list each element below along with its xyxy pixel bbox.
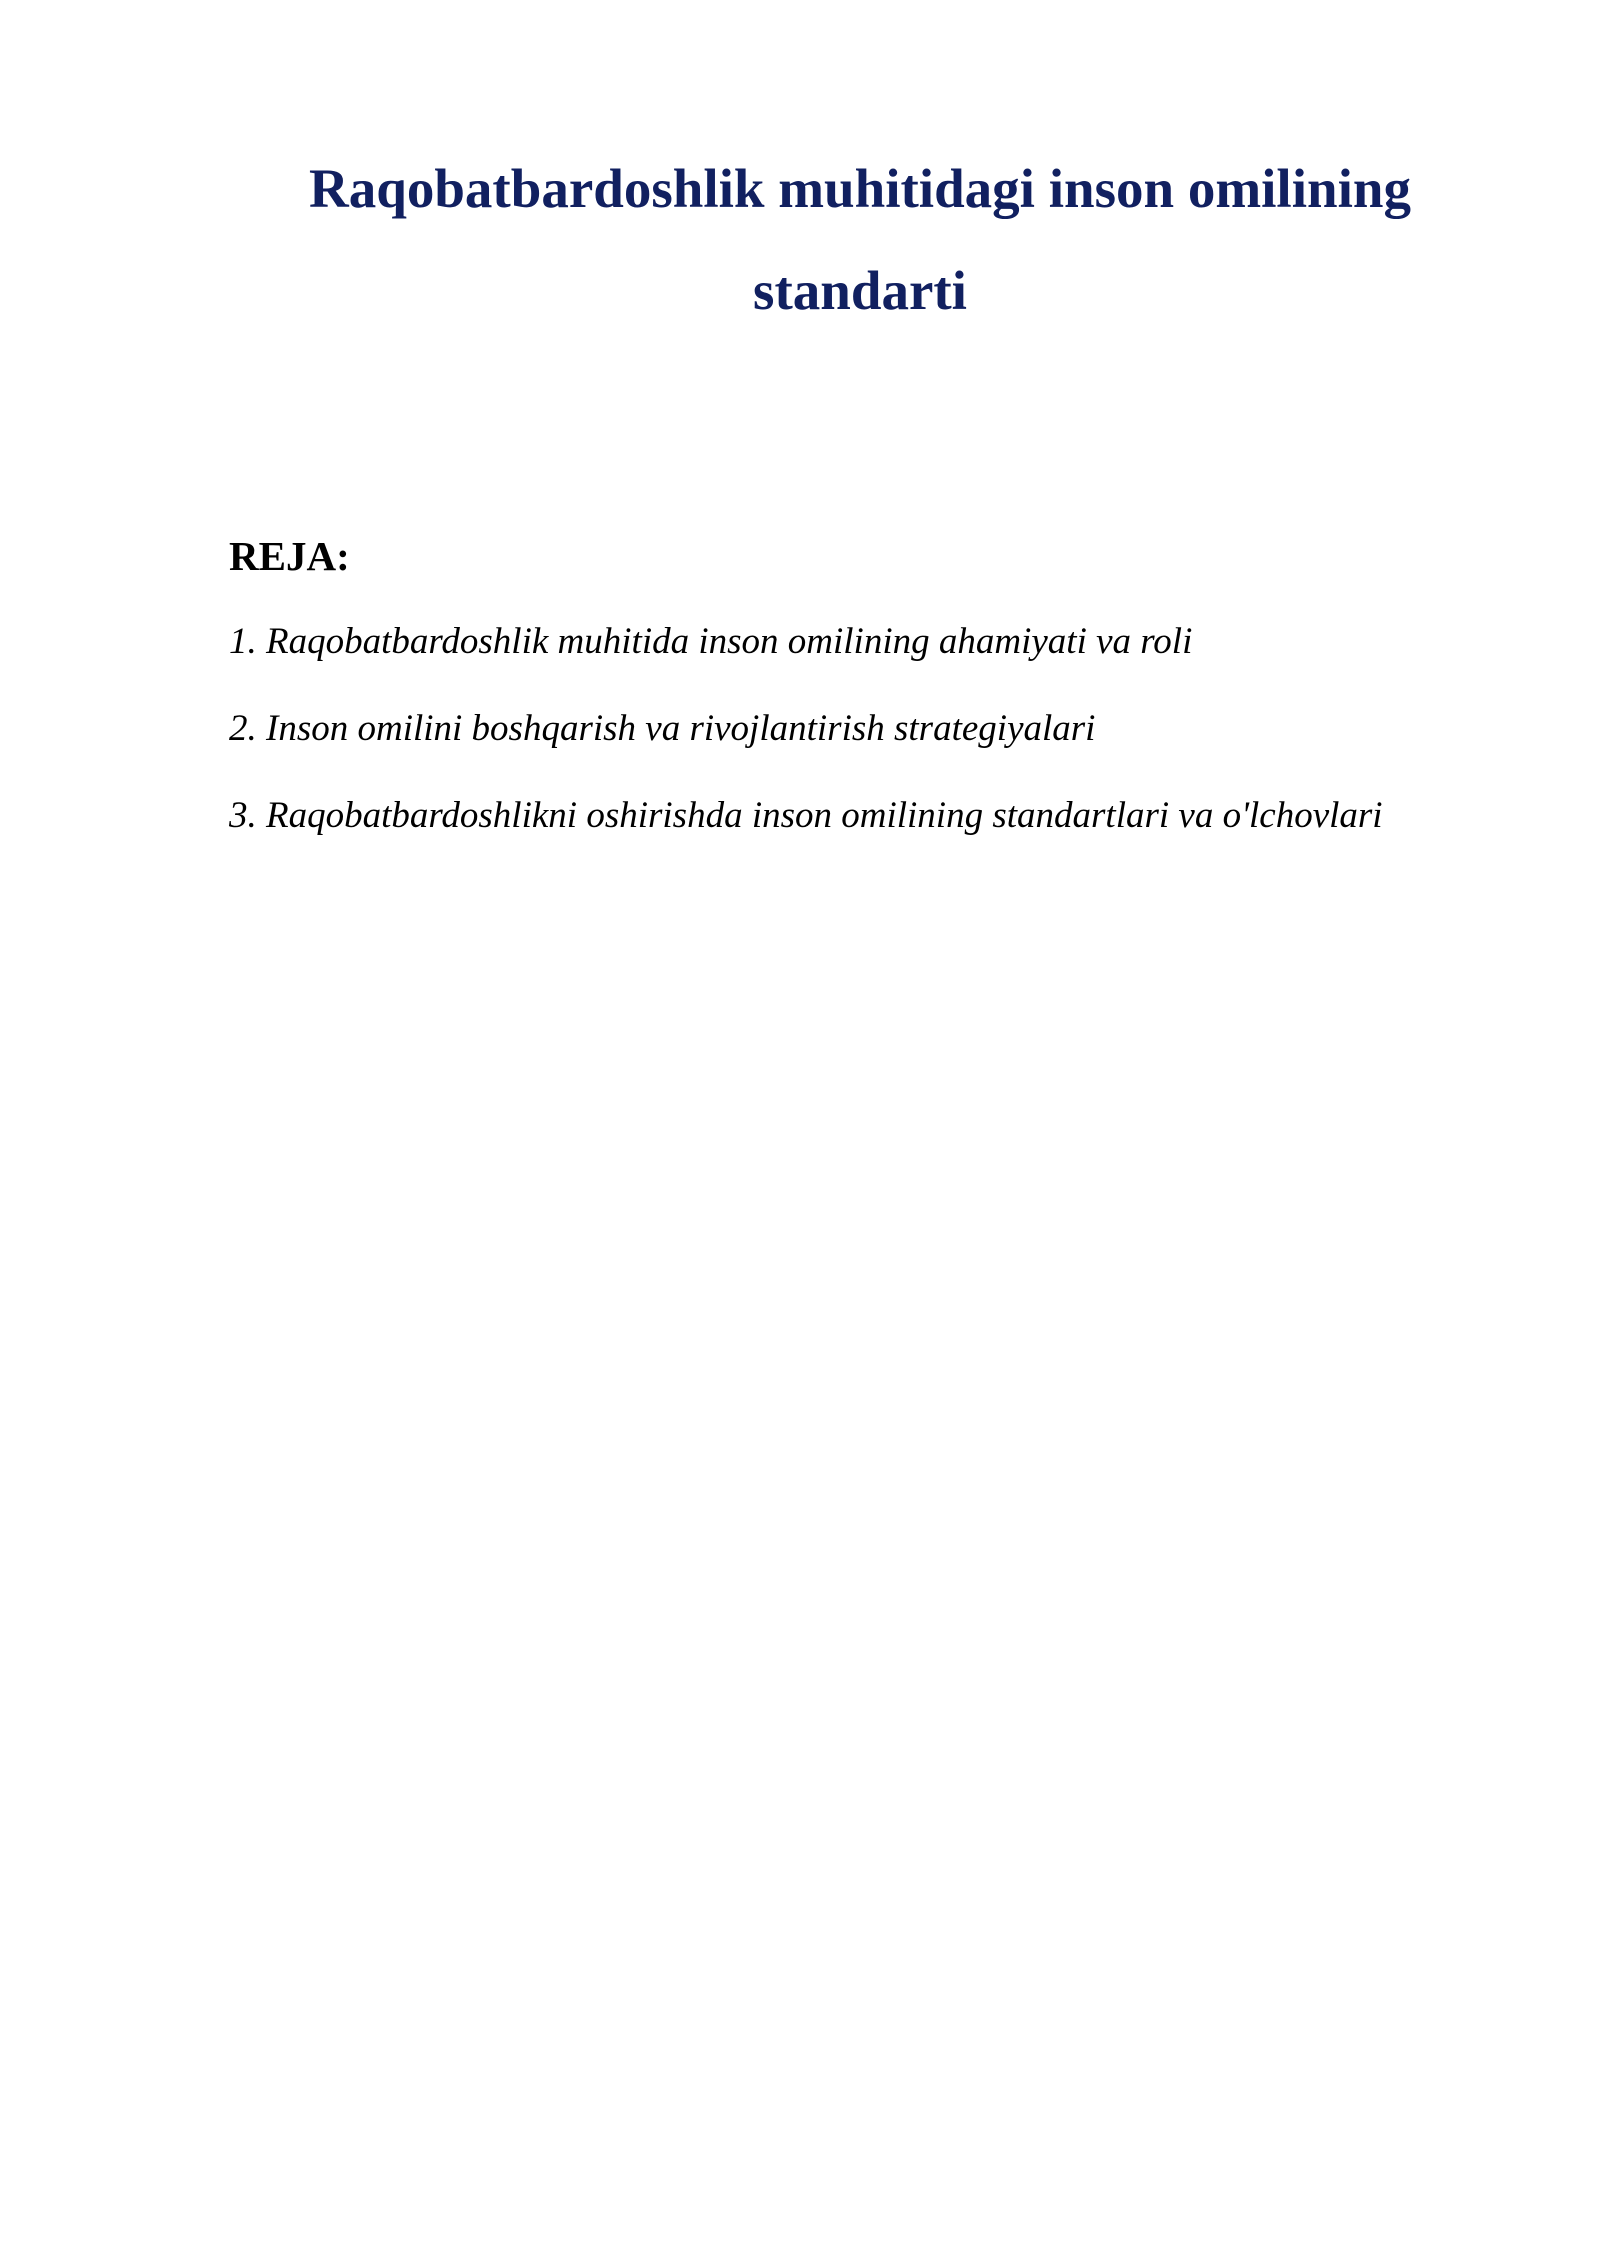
plan-list [229, 620, 1383, 881]
document-title: Raqobatbardoshlik muhitidagi inson omilining standarti [309, 158, 1411, 321]
plan-item-2: 2. Inson omilini boshqarish va rivojlantirish strategiyalari [229, 708, 1096, 749]
plan-heading: REJA: [229, 533, 350, 579]
plan-item-1: 1. Raqobatbardoshlik muhitida inson omilining ahamiyati va roli [229, 621, 1193, 662]
plan-item-3: 3. Raqobatbardoshlikni oshirishda inson omilining standartlari va o'lchovlari [229, 795, 1383, 836]
